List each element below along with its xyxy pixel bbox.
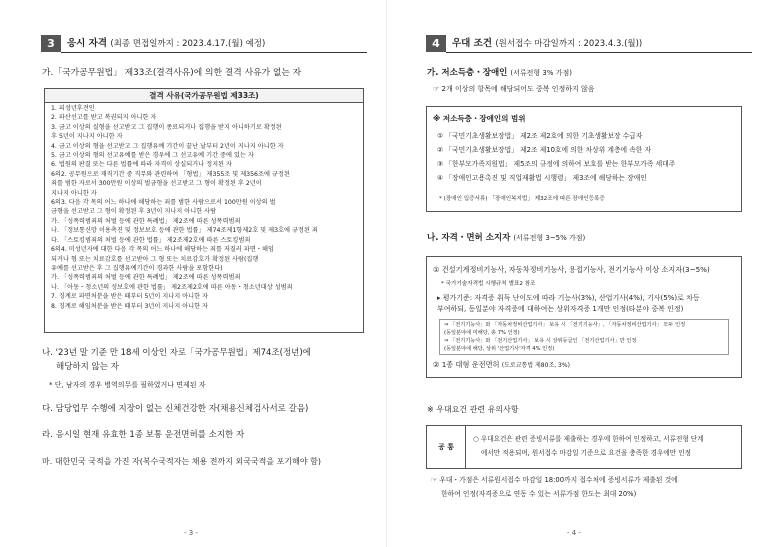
qualification-na-cont: 해당하지 않는 자 xyxy=(56,362,119,372)
disqualification-item: 나. 「아동・청소년의 성보호에 관한 법률」 제2조제2호에 따른 아동・청소년대상 성범죄 xyxy=(51,283,293,291)
disqualification-item: 유예를 선고받은 후 그 집행유예기간이 경과한 사람을 포함한다) xyxy=(51,264,223,272)
disqualification-item: 지나지 아니한 자 xyxy=(51,189,97,197)
qualification-ra: 라. 응시일 현재 유효한 1종 보통 운전면허를 소지한 자 xyxy=(42,430,245,440)
page-3 xyxy=(0,0,386,547)
example-box xyxy=(439,319,729,355)
disqualification-item: 죄를 범한 자로서 300만원 이상의 벌금형을 선고받고 그 형이 확정된 후 2년이 xyxy=(51,180,262,188)
page-number: - 3 - xyxy=(184,529,198,537)
section-header-4 xyxy=(426,35,752,52)
qualification-ga: 가.「국가공무원법」 제33조(결격사유)에 의한 결격 사유가 없는 자 xyxy=(42,68,302,78)
example-1: ⇒ 「전기기능사」와 「자동차정비산업기사」 보유 시 「전기기능사」, 「자동차정비산업기사」 모두 인정 xyxy=(444,322,686,328)
qualification-ma: 마. 대한민국 국적을 가진 자(복수국적자는 채용 전까지 외국국적을 포기해야 함) xyxy=(42,457,321,466)
license-box xyxy=(426,256,742,378)
preference-ga-note: (서류전형 3% 가점) xyxy=(510,69,572,77)
example-2: ⇒ 「전기기능사」와 「전기산업기사」 보유 시 상위등급인 「전기산업기사」만 인정 xyxy=(444,338,637,344)
section-note: (원서접수 마감일까지 : 2023.4.3.(월)) xyxy=(495,38,643,49)
disqualification-item: 3. 금고 이상의 실형을 선고받고 그 집행이 종료되거나 집행을 받지 아니하기로 확정된 xyxy=(51,123,282,131)
disqualification-item: 가. 「성폭력범죄의 처벌 등에 관한 특례법」 제2조에 따른 성폭력범죄 xyxy=(51,274,241,282)
evaluation-criteria-cont: 부여하되, 동일분야 자격증에 대하여는 상위자격증 1개만 인정(타분야 중복 인정) xyxy=(437,305,684,313)
disqualification-item: 되거나 형 또는 치료감호를 선고받아 그 형 또는 치료감호가 확정된 사람(집행 xyxy=(51,255,259,263)
preference-ga: 가. 저소득층・장애인 xyxy=(427,68,508,78)
page-number: - 4 - xyxy=(567,529,581,537)
disqualification-item: 7. 징계로 파면처분을 받은 때부터 5년이 지나지 아니한 자 xyxy=(51,293,209,301)
notice-title: ※ 우대요건 관련 유의사항 xyxy=(427,405,519,414)
disqualification-box xyxy=(44,88,364,333)
section-header-3 xyxy=(41,35,367,52)
section-number: 4 xyxy=(426,35,446,52)
footnote-line-1: ☞ 우대・가점은 서류원서접수 마감일 18:00까지 접수처에 증빙서류가 제출된 것에 xyxy=(431,476,678,484)
disqualification-item: 다. 「스토킹범죄의 처벌 등에 관한 법률」 제2조제2호에 따른 스토킹범죄 xyxy=(51,236,251,244)
preference-na-note: (서류전형 3~5% 가점) xyxy=(513,234,586,242)
page-4 xyxy=(387,0,773,547)
license-item-1: ① 건설기계정비기능사, 자동차정비기능사, 용접기능사, 전기기능사 이상 소지자(3~5%) xyxy=(433,265,710,274)
low-income-range-box xyxy=(426,106,742,212)
disqualification-item: 5. 금고 이상의 형의 선고유예를 받은 경우에 그 선고유예 기간 중에 있는 자 xyxy=(51,152,254,160)
example-2-note: (동일분야에 해당, 상위 '산업기사'자격 4% 인정) xyxy=(444,346,555,352)
notice-line-1: ○ 우대요건은 관련 증빙서류를 제출하는 경우에 한하여 인정하고, 서류전형 단계 xyxy=(473,435,704,443)
disqualification-item: 8. 징계로 해임처분을 받은 때부터 3년이 지나지 아니한 자 xyxy=(51,302,209,310)
notice-box xyxy=(426,425,742,469)
range-item: ④ 「장애인고용촉진 및 직업재활법 시행령」 제3조에 해당하는 장애인 xyxy=(437,174,647,182)
disqualification-item: 나. 「정보통신망 이용촉진 및 정보보호 등에 관한 법률」 제74조제1항제2호 및 제3호에 규정된 죄 xyxy=(51,227,318,235)
section-number: 3 xyxy=(41,35,61,52)
disqualification-item: 6. 법원의 판결 또는 다른 법률에 따라 자격이 상실되거나 정지된 자 xyxy=(51,161,232,169)
section-title: 우대 조건 xyxy=(452,37,493,49)
range-item: ① 「국민기초생활보장법」 제2조 제2호에 의한 기초생활보장 수급자 xyxy=(437,132,643,140)
license-item-2-note: (도로교통법 제80조, 3%) xyxy=(501,362,570,369)
license-law-note: * 국가기술자격법 시행규칙 별표2 참조 xyxy=(441,281,536,287)
notice-line-2: 에서만 적용되며, 원서접수 마감일 기준으로 요건을 충족한 경우에만 인정 xyxy=(481,449,691,457)
example-1-note: (동일분야에 미해당, 총 7% 인정) xyxy=(444,330,520,336)
disqualification-item: 후 5년이 지나지 아니한 자 xyxy=(51,133,123,141)
range-item: ② 「국민기초생활보장법」 제2조 제10호에 의한 차상위 계층에 속한 자 xyxy=(437,146,652,154)
license-item-2: ② 1종 대형 운전면허 xyxy=(433,360,500,369)
qualification-da: 다. 담당업무 수행에 지장이 없는 신체건강한 자(채용신체검사서로 갈음) xyxy=(42,404,309,414)
qualification-na: 나. '23년 말 기준 만 18세 이상인 자로「국가공무원법」제74조(정년)에 xyxy=(42,348,311,358)
range-list xyxy=(437,132,675,188)
box-title: 결격 사유(국가공무원법 제33조) xyxy=(45,89,363,103)
military-note: * 단, 남자의 경우 병역의무를 필하였거나 면제된 자 xyxy=(49,381,206,389)
preference-na: 나. 자격・면허 소지자 xyxy=(427,233,511,243)
disability-proof-note: * (장애인 입증서류) 「장애인복지법」 제32조에 따른 장애인등록증 xyxy=(439,196,605,202)
disqualification-item: 6의4. 미성년자에 대한 다음 각 목의 어느 하나에 해당하는 죄를 저질러 파면・해임 xyxy=(51,246,274,254)
disqualification-item: 1. 피성년후견인 xyxy=(51,105,95,112)
disqualification-item: 4. 금고 이상의 형을 선고받고 그 집행유예 기간이 끝난 날부터 2년이 지나지 아니한 자 xyxy=(51,142,284,150)
disqualification-item: 2. 파산선고를 받고 복권되지 아니한 자 xyxy=(51,114,157,122)
notice-label: 공 통 xyxy=(427,426,466,468)
disqualification-item: 6의3. 다음 각 목의 어느 하나에 해당하는 죄를 범한 사람으로서 100만원 이상의 벌 xyxy=(51,199,276,207)
range-item: ③ 「한부모가족지원법」 제5조의 규정에 의하여 보호를 받는 한부모가족 세대주 xyxy=(437,160,676,168)
evaluation-criteria: ▸ 평가기준: 자격증 취득 난이도에 따라 기능사(3%), 산업기사(4%), 기사(5%)로 차등 xyxy=(437,294,700,302)
disqualification-item: 6의2. 공무원으로 재직기간 중 직무와 관련하여 「형법」 제355조 및 제356조에 규정된 xyxy=(51,170,290,178)
disqualification-item: 가. 「성폭력범죄의 처벌 등에 관한 특례법」 제2조에 따른 성폭력범죄 xyxy=(51,217,241,225)
footnote-line-2: 한하여 인정(자격증으로 연동 수 있는 서류가점 한도는 최대 20%) xyxy=(441,490,637,498)
disqualification-item: 금형을 선고받고 그 형이 확정된 후 3년이 지나지 아니한 사람 xyxy=(51,208,217,216)
section-title: 응시 자격 xyxy=(67,37,108,49)
range-title: ※ 저소득층・장애인의 범위 xyxy=(433,114,526,123)
no-duplicate-note: ☞ 2개 이상의 항목에 해당되어도 중복 인정하지 않음 xyxy=(433,85,595,93)
section-note: (최종 면접일까지 : 2023.4.17.(월) 예정) xyxy=(110,38,266,49)
disqualification-list xyxy=(45,103,363,312)
